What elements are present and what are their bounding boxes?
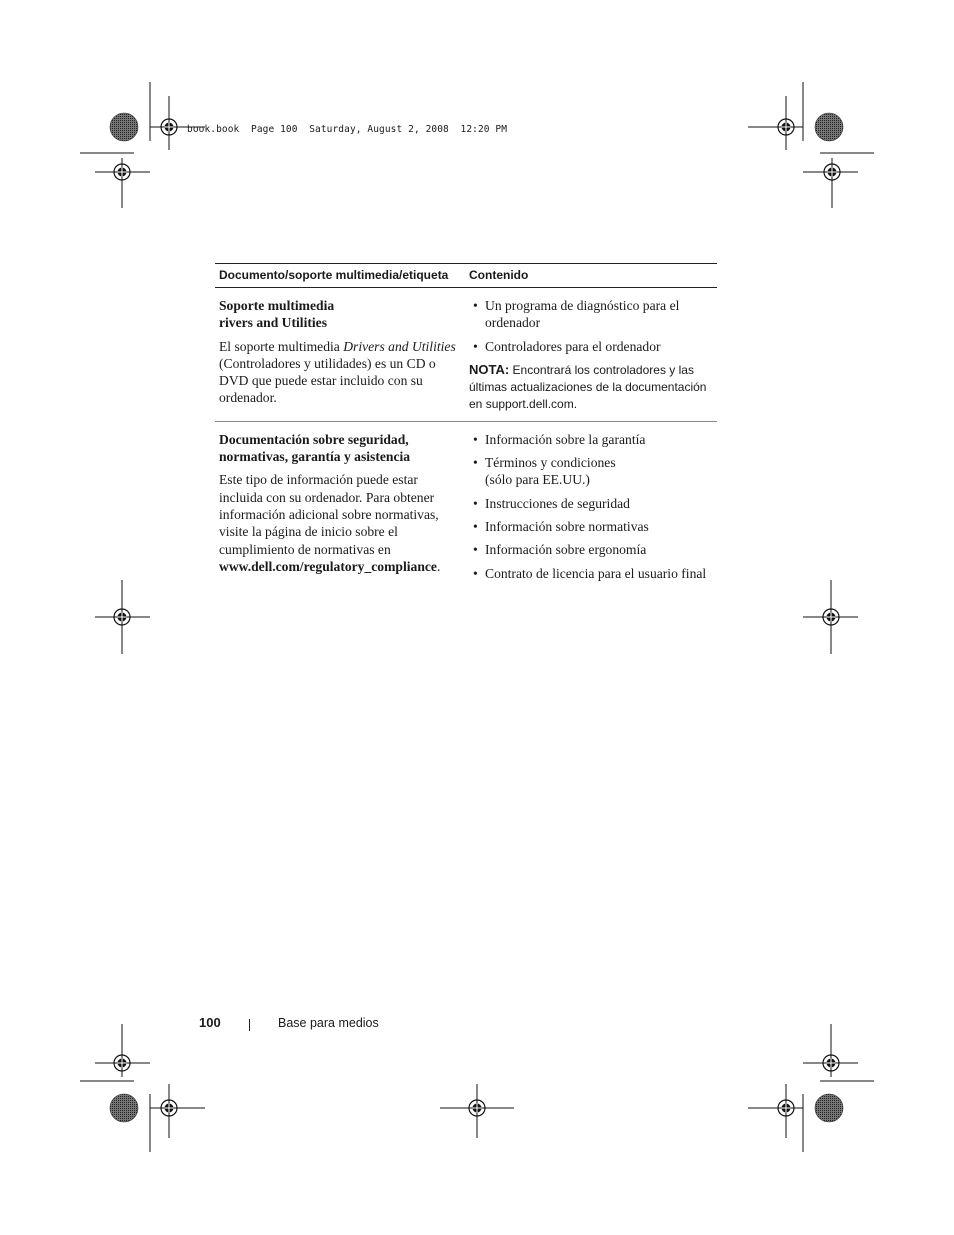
document-cell [215, 421, 465, 596]
desc-text: Este tipo de información puede estar incluida con su ordenador. Para obtener información adicional sobre normativas, visite la página de inicio sobre el cumplimiento de normativas en [219, 472, 439, 557]
list-item: • Información sobre la garantía [469, 431, 713, 448]
list-item: • Controladores para el ordenador [469, 338, 713, 355]
desc-italic-text: Drivers and Utilities [343, 338, 456, 354]
print-header: book.book Page 100 Saturday, August 2, 2008 12:20 PM [187, 124, 508, 135]
content-list [469, 297, 713, 355]
note-text: Encontrará los controladores y las últimas actualizaciones de la documentación en [469, 362, 707, 411]
list-item: • Un programa de diagnóstico para el ordenador [469, 297, 713, 332]
list-item: • Contrato de licencia para el usuario final [469, 565, 713, 582]
list-item: • Información sobre ergonomía [469, 541, 713, 558]
note-end: . [573, 396, 578, 411]
list-item: • Información sobre normativas [469, 518, 713, 535]
column-header-content: Contenido [465, 264, 717, 288]
row-title-line: rivers and Utilities [219, 315, 327, 331]
table-row [215, 288, 717, 422]
list-item: • Instrucciones de seguridad [469, 495, 713, 512]
desc-end: . [436, 558, 441, 574]
note-block [469, 361, 713, 413]
content-cell [465, 421, 717, 596]
section-title: Base para medios [278, 1016, 379, 1030]
page-number: 100 [199, 1015, 221, 1030]
row-title: Documentación sobre seguridad, normativas, garantía y asistencia [219, 431, 411, 465]
regulatory-link: www.dell.com/regulatory_compliance [219, 558, 437, 574]
content-list [469, 431, 713, 582]
table-header-row [215, 264, 717, 288]
row-title-line: Soporte multimedia [219, 298, 335, 313]
document-cell [215, 288, 465, 422]
footer-divider [249, 1019, 250, 1031]
documentation-table [215, 263, 717, 596]
row-description [219, 338, 461, 407]
row-title [219, 297, 461, 332]
support-link: support.dell.com [485, 396, 574, 411]
desc-text: El soporte multimedia [219, 338, 344, 354]
column-header-document: Documento/soporte multimedia/etiqueta [215, 264, 465, 288]
note-label: NOTA: [469, 361, 510, 377]
desc-text: (Controladores y utilidades) es un CD o DVD que puede estar incluido con su ordenador. [219, 355, 436, 406]
table-row [215, 421, 717, 596]
content-cell [465, 288, 717, 422]
row-description [219, 471, 461, 575]
list-item: • Términos y condiciones (sólo para EE.UU.) [469, 454, 635, 489]
